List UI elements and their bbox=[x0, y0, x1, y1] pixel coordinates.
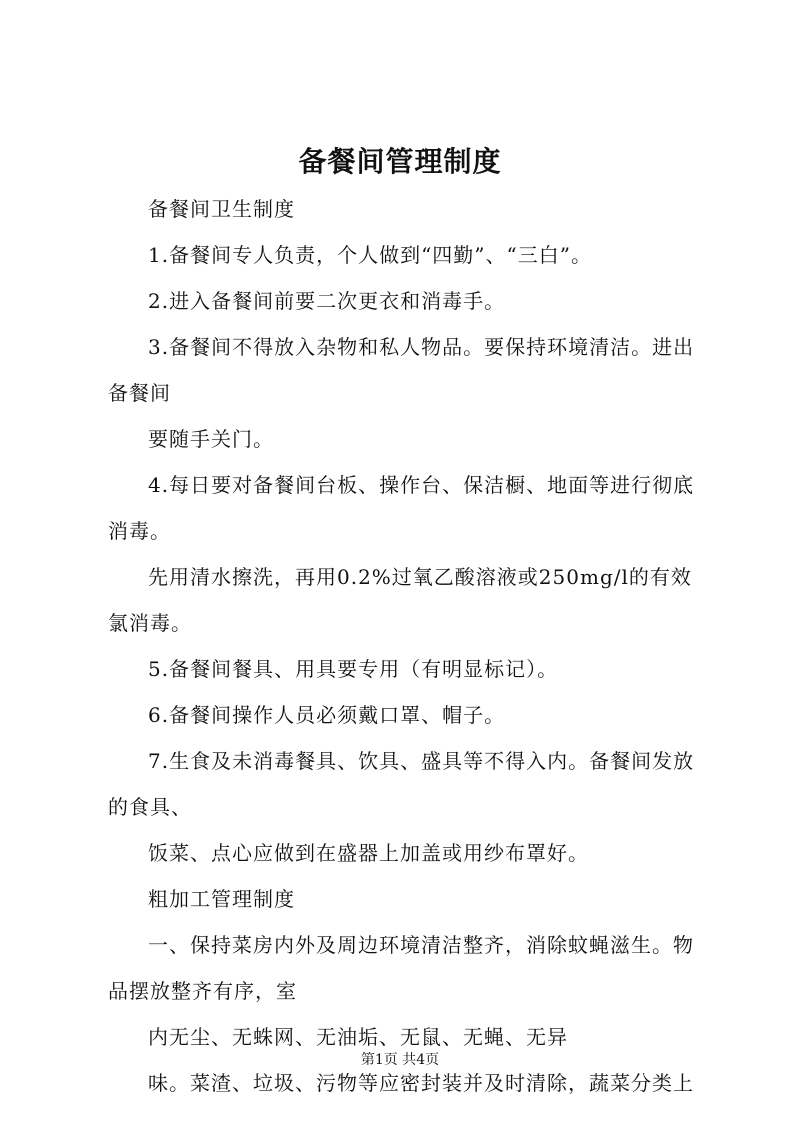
paragraph-6: 4.每日要对备餐间台板、操作台、保洁橱、地面等进行彻底消毒。 bbox=[108, 473, 695, 543]
paragraph-13: 一、保持菜房内外及周边环境清洁整齐，消除蚊蝇滋生。物品摆放整齐有序，室 bbox=[108, 933, 694, 1003]
paragraph-7: 先用清水擦洗，再用0.2%过氧乙酸溶液或250mg/l的有效氯消毒。 bbox=[108, 565, 692, 635]
paragraph-4: 3.备餐间不得放入杂物和私人物品。要保持环境清洁。进出备餐间 bbox=[108, 335, 695, 405]
paragraph-15: 味。菜渣、垃圾、污物等应密封装并及时清除，蔬菜分类上 bbox=[148, 1071, 694, 1095]
paragraph-1: 备餐间卫生制度 bbox=[148, 197, 295, 221]
document-title: 备餐间管理制度 bbox=[298, 145, 502, 178]
paragraph-10: 7.生食及未消毒餐具、饮具、盛具等不得入内。备餐间发放的食具、 bbox=[108, 749, 695, 819]
paragraph-9: 6.备餐间操作人员必须戴口罩、帽子。 bbox=[148, 703, 506, 727]
page-footer: 第1页 共4页 bbox=[360, 1052, 440, 1068]
paragraph-11: 饭菜、点心应做到在盛器上加盖或用纱布罩好。 bbox=[148, 841, 589, 865]
paragraph-3: 2.进入备餐间前要二次更衣和消毒手。 bbox=[148, 289, 506, 313]
paragraph-8: 5.备餐间餐具、用具要专用（有明显标记）。 bbox=[148, 657, 559, 681]
paragraph-2: 1.备餐间专人负责，个人做到“四勤”、“三白”。 bbox=[148, 243, 592, 267]
document-body bbox=[108, 186, 708, 1106]
paragraph-14: 内无尘、无蛛网、无油垢、无鼠、无蝇、无异 bbox=[148, 1025, 568, 1049]
paragraph-12: 粗加工管理制度 bbox=[148, 887, 295, 911]
paragraph-5: 要随手关门。 bbox=[148, 427, 274, 451]
